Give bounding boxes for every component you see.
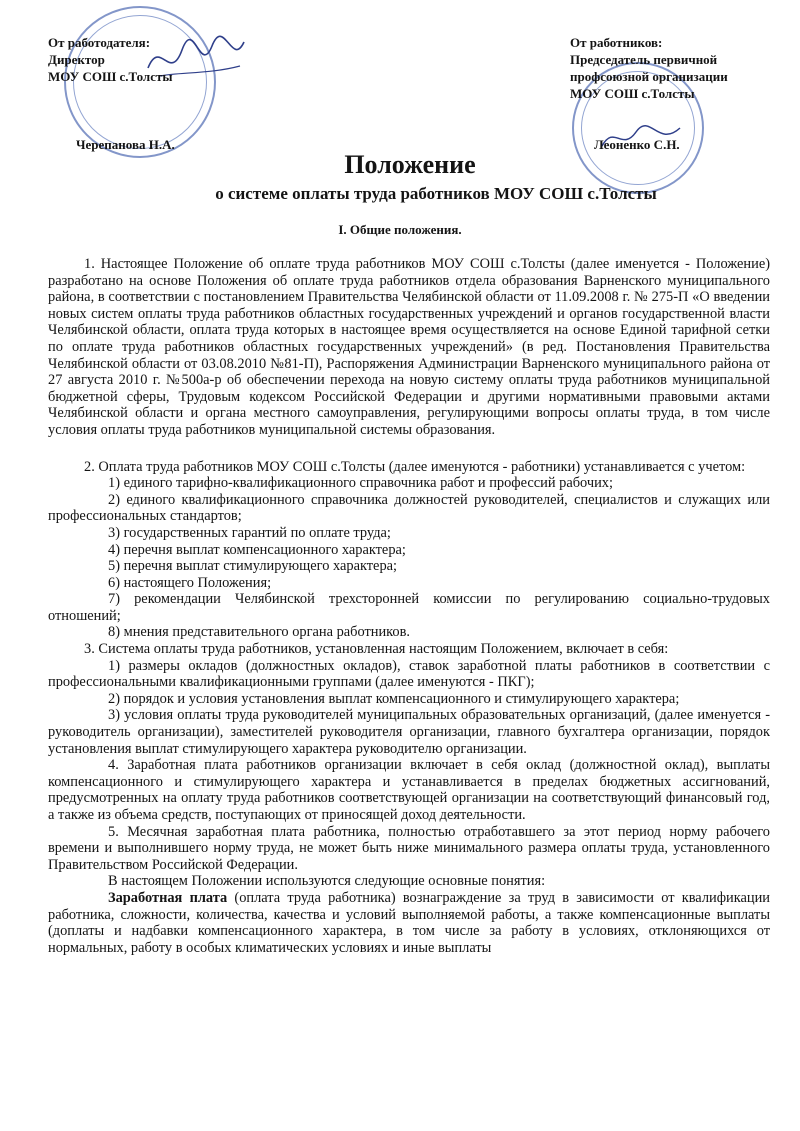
employer-block	[48, 34, 173, 85]
employer-label: От работодателя:	[48, 35, 151, 50]
paragraph-3-intro: 3. Система оплаты труда работников, установленная настоящим Положением, включает в себя:	[84, 641, 669, 658]
list-item: 2) порядок и условия установления выплат компенсационного и стимулирующего характера;	[108, 690, 680, 707]
list-item: 7) рекомендации Челябинской трехсторонней комиссии по регулированию социально-трудовых отношений;	[48, 591, 770, 624]
paragraph-4: 4. Заработная плата работников организации включает в себя оклад (должностной оклад), выплаты компенсационного и стимулирующего характера и устанавливается в пределах бюджетных ассигнований, предусмотренных на оплату труда работников соответствующей организации на соответствующий финансовый год, а также из объема средств, поступающих от приносящей доход деятельности.	[48, 757, 770, 823]
document-subtitle: о системе оплаты труда работников МОУ СОШ с.Толсты	[215, 184, 657, 203]
employer-org: МОУ СОШ с.Толсты	[48, 69, 173, 84]
employees-block	[570, 34, 728, 102]
list-item: 2) единого квалификационного справочника должностей руководителей, специалистов и служащих или профессиональных стандартов;	[48, 491, 770, 525]
paragraph-2-intro: 2. Оплата труда работников МОУ СОШ с.Толсты (далее именуются - работники) устанавливается с учетом:	[84, 458, 746, 475]
list-item: 5) перечня выплат стимулирующего характера;	[108, 558, 398, 575]
list-item: 3) условия оплаты труда руководителей муниципальных образовательных организаций, (далее именуется - руководитель организации), заместителей руководителя организации, главного бухгалтера организации, порядок установления выплат стимулирующего характера руководителю организации.	[48, 707, 770, 757]
list-item: 4) перечня выплат компенсационного характера;	[108, 541, 406, 558]
list-item: 1) единого тарифно-квалификационного справочника работ и профессий рабочих;	[108, 475, 613, 492]
paragraph-1: 1. Настоящее Положение об оплате труда работников МОУ СОШ с.Толсты (далее именуется - Положение) разработано на основе Положения об оплате труда работников отдела образования Варненского муниципального района, в соответствии с постановлением Правительства Челябинской области от 11.09.2008 г. № 275-П «О введении новых систем оплаты труда работников областных государственных учреждений и органов государственной власти Челябинской области, оплата труда которых в настоящее время осуществляется на основе Единой тарифной сетки по оплате труда работников областных государственных учреждений» (в ред. Постановления Правительства Челябинской области от 03.08.2010 №81-П), Распоряжения Администрации Варненского муниципального района от 27 августа 2010 г. №500а-р об обеспечении перехода на новую систему оплаты труда работников муниципальной бюджетной сферы, Трудовым кодексом Российской Федерации и другими нормативными правовыми актами Челябинской области и органа местного самоуправления, регулирующими вопросы оплаты труда, в том числе условия оплаты труда работников муниципальной системы образования.	[48, 256, 770, 438]
section-heading: I. Общие положения.	[338, 222, 462, 237]
definition-text: (оплата труда работника) вознаграждение за труд в зависимости от квалификации работника, сложности, количества, качества и условий выполняемой работы, а также компенсационные выплаты (доплаты и надбавки компенсационного характера, в том числе за работу в условиях, отклоняющихся от нормальных, работу в особых климатических условиях и иные выплаты	[48, 889, 770, 956]
paragraph-7	[48, 890, 770, 956]
list-item: 1) размеры окладов (должностных окладов), ставок заработной платы работников в соответствии с профессиональными квалификационными группами (далее именуются - ПКГ);	[48, 657, 770, 691]
employer-position: Директор	[48, 52, 105, 67]
union-position: Председатель первичной	[570, 52, 718, 67]
paragraph-5: 5. Месячная заработная плата работника, полностью отработавшего за этот период норму рабочего времени и выполнившего норму труда, не может быть ниже минимального размера оплаты труда, установленного Правительством Российской Федерации.	[48, 823, 770, 873]
union-signer: Леоненко С.Н.	[594, 137, 680, 152]
list-item: 8) мнения представительного органа работников.	[108, 624, 411, 641]
document-title: Положение	[344, 150, 476, 179]
paragraph-6: В настоящем Положении используются следующие основные понятия:	[108, 873, 546, 890]
list-item: 3) государственных гарантий по оплате труда;	[108, 524, 391, 541]
employees-label: От работников:	[570, 35, 663, 50]
union-school: МОУ СОШ с.Толсты	[570, 86, 695, 101]
document-body	[48, 256, 770, 956]
list-item: 6) настоящего Положения;	[108, 574, 272, 591]
definition-term: Заработная плата	[108, 889, 228, 906]
employer-signer: Черепанова Н.А.	[76, 137, 175, 152]
union-org: профсоюзной организации	[570, 69, 728, 84]
